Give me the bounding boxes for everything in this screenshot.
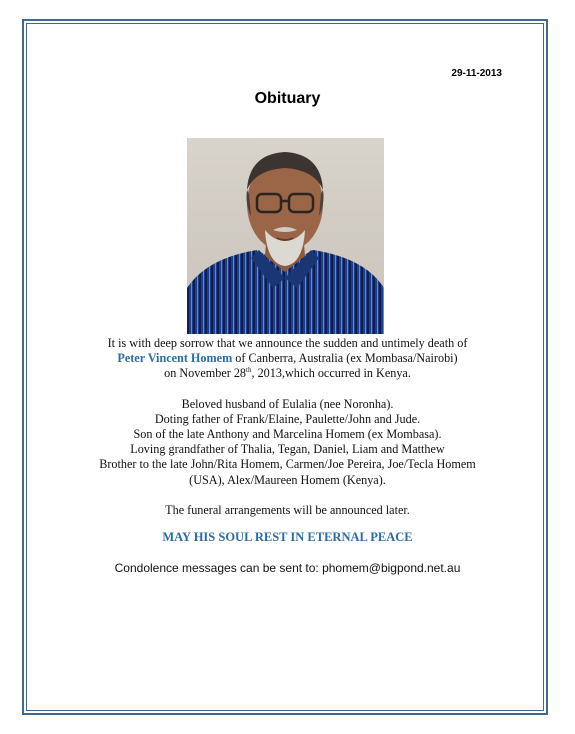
page-title: Obituary <box>254 90 321 107</box>
death-date-suffix: , 2013,which occurred in Kenya. <box>251 366 411 381</box>
memorial-line: MAY HIS SOUL REST IN ETERNAL PEACE <box>162 530 413 544</box>
family-line: Son of the late Anthony and Marcelina Homem (ex Mombasa). <box>133 427 442 442</box>
family-line: Doting father of Frank/Elaine, Paulette/John and Jude. <box>154 411 421 426</box>
announcement-date: 29-11-2013 <box>451 68 502 79</box>
family-line: Beloved husband of Eulalia (nee Noronha). <box>181 396 394 411</box>
condolence-contact: Condolence messages can be sent to: phomem@bigpond.net.au <box>114 561 461 575</box>
portrait-image <box>187 138 384 334</box>
portrait-photo <box>187 138 384 334</box>
intro-line-1: It is with deep sorrow that we announce the sudden and untimely death of <box>107 336 468 350</box>
ordinal-suffix: th <box>246 366 252 375</box>
family-line: Brother to the late John/Rita Homem, Carmen/Joe Pereira, Joe/Tecla Homem <box>99 457 476 472</box>
deceased-name: Peter Vincent Homem <box>117 351 233 366</box>
obituary-body <box>40 336 535 518</box>
funeral-note: The funeral arrangements will be announced later. <box>165 502 410 517</box>
family-line: Loving grandfather of Thalia, Tegan, Daniel, Liam and Matthew <box>130 442 445 457</box>
intro-line-3 <box>40 366 535 381</box>
death-date-prefix: on November 28 <box>164 366 247 381</box>
family-line: (USA), Alex/Maureen Homem (Kenya). <box>189 472 386 487</box>
intro-line-2-rest: of Canberra, Australia (ex Mombasa/Nairobi) <box>232 351 458 366</box>
intro-line-2 <box>40 351 535 366</box>
